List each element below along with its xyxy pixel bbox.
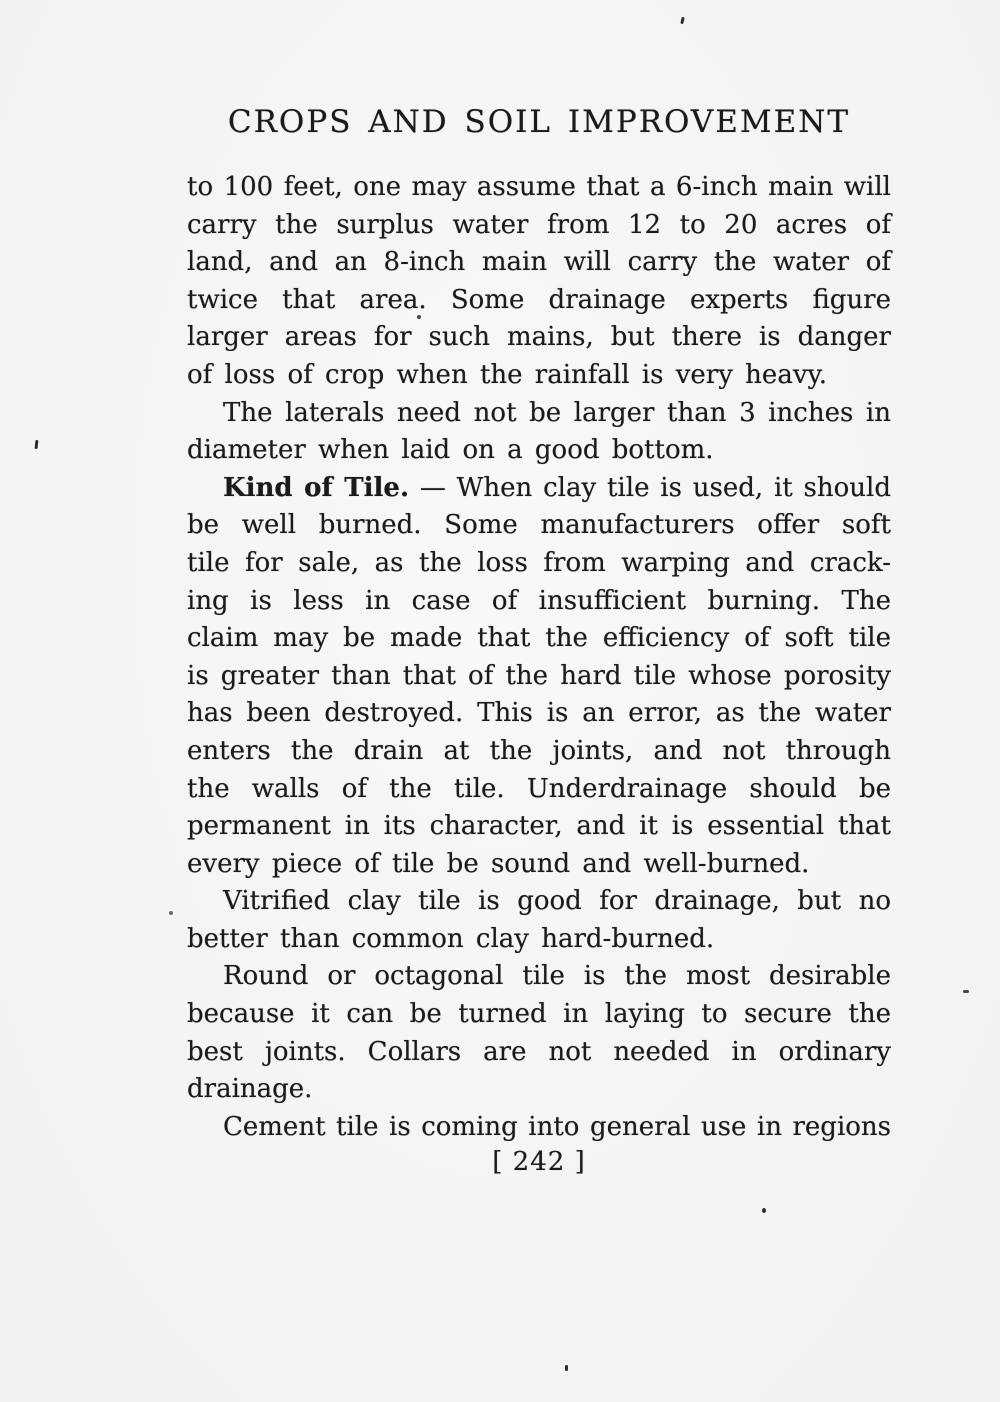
scan-speck (963, 990, 969, 993)
paragraph-lead: Kind of Tile. (223, 472, 410, 503)
paragraph (187, 1109, 891, 1147)
text-line: diameter when laid on a good bottom. (187, 435, 714, 466)
text-line: carry the surplus water from 12 to 20 acres of (187, 209, 891, 240)
text-segment: — When clay tile is used, it should (409, 472, 892, 503)
text-line: every piece of tile be sound and well-burned. (187, 848, 810, 879)
text-line: because it can be turned in laying to secure the (187, 999, 891, 1030)
text-line: drainage. (187, 1074, 313, 1105)
paragraph (187, 958, 891, 1108)
paragraph (187, 395, 891, 470)
text-line: the walls of the tile. Underdrainage should be (187, 773, 891, 804)
text-line: twice that area. Some drainage experts figure (187, 284, 891, 315)
scan-speck (35, 440, 39, 449)
text-block (187, 169, 891, 1146)
paragraph (187, 169, 891, 395)
text-line: permanent in its character, and it is essential that (187, 811, 891, 842)
scan-speck (680, 17, 684, 24)
text-line: has been destroyed. This is an error, as the water (187, 698, 891, 729)
text-line: tile for sale, as the loss from warping and crack- (187, 547, 891, 578)
text-line: be well burned. Some manufacturers offer soft (187, 510, 891, 541)
text-line: is greater than that of the hard tile whose porosity (187, 660, 891, 691)
text-line: best joints. Collars are not needed in ordinary (187, 1036, 891, 1067)
paragraph (187, 883, 891, 958)
running-head: CROPS AND SOIL IMPROVEMENT (227, 104, 851, 140)
text-line: larger areas for such mains, but there is danger (187, 322, 891, 353)
text-line: land, and an 8-inch main will carry the water of (187, 247, 891, 278)
text-line: The laterals need not be larger than 3 inches in (223, 397, 891, 428)
text-line: to 100 feet, one may assume that a 6-inch main will (187, 172, 891, 202)
scan-speck (169, 911, 173, 915)
text-line: ing is less in case of insufficient burning. The (187, 585, 891, 616)
scan-speck (762, 1208, 766, 1213)
page-number: [ 242 ] (492, 1147, 586, 1177)
text-line: better than common clay hard-burned. (187, 923, 715, 954)
text-line (187, 470, 891, 508)
text-line: Vitrified clay tile is good for drainage, but no (223, 886, 891, 917)
text-line: claim may be made that the efficiency of soft tile (187, 623, 891, 654)
text-line: Cement tile is coming into general use in regions (223, 1111, 891, 1142)
text-line: enters the drain at the joints, and not through (187, 735, 891, 766)
text-line: of loss of crop when the rainfall is very heavy. (187, 359, 828, 390)
scan-speck (565, 1365, 568, 1371)
text-line: Round or octagonal tile is the most desirable (223, 961, 891, 992)
paragraph (187, 470, 891, 884)
scan-speck (417, 315, 421, 319)
